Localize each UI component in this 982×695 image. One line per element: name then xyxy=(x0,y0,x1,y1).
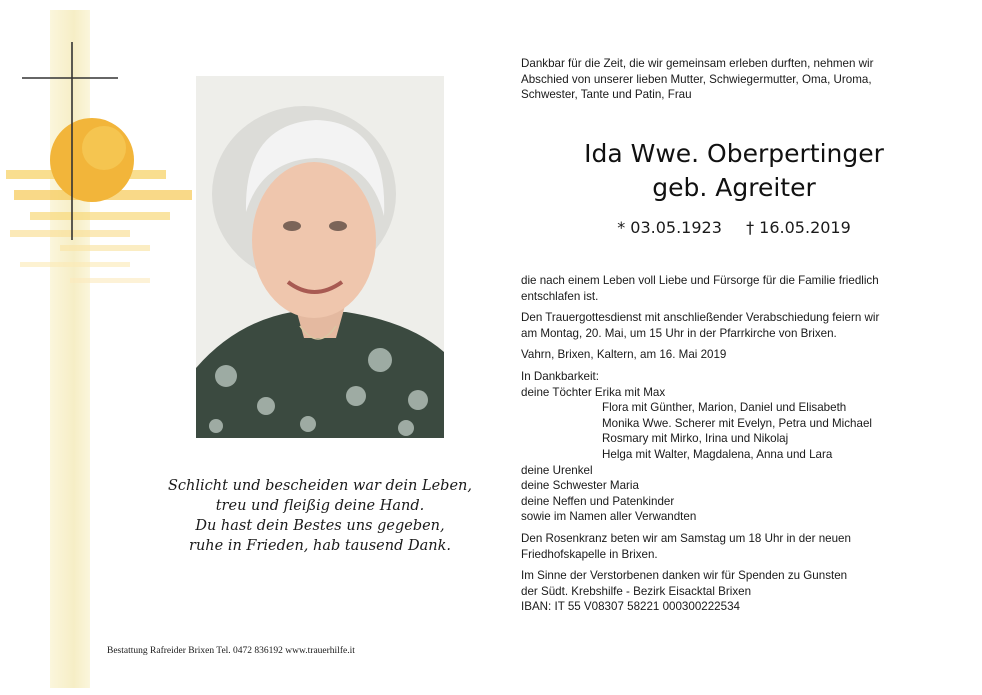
birth-date: * 03.05.1923 xyxy=(617,218,722,237)
memorial-poem xyxy=(150,476,490,556)
daughters-line: Helga mit Walter, Magdalena, Anna und Lara xyxy=(602,447,833,461)
funeral-home-footer: Bestattung Rafreider Brixen Tel. 0472 836192 www.trauerhilfe.it xyxy=(107,646,355,656)
death-date: † 16.05.2019 xyxy=(746,218,851,237)
maiden-name: geb. Agreiter xyxy=(652,173,816,202)
cross-sunset-ornament xyxy=(0,30,200,310)
poem-line: Schlicht und bescheiden war dein Leben, xyxy=(168,478,472,494)
donation-line: Im Sinne der Verstorbenen danken wir für Spenden zu Gunsten xyxy=(521,569,848,583)
intro-line: Schwester, Tante und Patin, Frau xyxy=(521,88,692,102)
poem-line: ruhe in Frieden, hab tausend Dank. xyxy=(189,538,451,554)
daughters-line: Monika Wwe. Scherer mit Evelyn, Petra und Michael xyxy=(602,416,872,430)
relatives-line: deine Schwester Maria xyxy=(521,479,639,493)
intro-line: Abschied von unserer lieben Mutter, Schwiegermutter, Oma, Uroma, xyxy=(521,72,872,86)
intro-text xyxy=(521,56,921,103)
life-dates xyxy=(520,217,948,239)
announcement-body xyxy=(521,273,921,615)
deceased-name: Ida Wwe. Oberpertinger xyxy=(584,139,884,168)
poem-line: treu und fleißig deine Hand. xyxy=(215,498,425,514)
gratitude-heading: In Dankbarkeit: xyxy=(521,369,599,383)
iban-line: IBAN: IT 55 V08307 58221 000300222534 xyxy=(521,600,740,614)
service-line: am Montag, 20. Mai, um 15 Uhr in der Pfarrkirche von Brixen. xyxy=(521,326,837,340)
passing-line: entschlafen ist. xyxy=(521,289,599,303)
relatives-line: sowie im Namen aller Verwandten xyxy=(521,510,697,524)
daughters-line: Flora mit Günther, Marion, Daniel und Elisabeth xyxy=(602,401,847,415)
service-line: Den Trauergottesdienst mit anschließender Verabschiedung feiern wir xyxy=(521,311,880,325)
place-date: Vahrn, Brixen, Kaltern, am 16. Mai 2019 xyxy=(521,348,727,362)
daughters-line: Rosmary mit Mirko, Irina und Nikolaj xyxy=(602,432,789,446)
poem-line: Du hast dein Bestes uns gegeben, xyxy=(195,518,445,534)
rosary-line: Friedhofskapelle in Brixen. xyxy=(521,547,658,561)
relatives-line: deine Neffen und Patenkinder xyxy=(521,494,675,508)
rosary-line: Den Rosenkranz beten wir am Samstag um 18 Uhr in der neuen xyxy=(521,531,851,545)
portrait-photo xyxy=(196,76,444,438)
donation-line: der Südt. Krebshilfe - Bezirk Eisacktal Brixen xyxy=(521,584,752,598)
passing-line: die nach einem Leben voll Liebe und Fürsorge für die Familie friedlich xyxy=(521,274,879,287)
relatives-line: deine Urenkel xyxy=(521,463,593,477)
daughters-line: deine Töchter Erika mit Max xyxy=(521,385,666,399)
intro-line: Dankbar für die Zeit, die wir gemeinsam erleben durften, nehmen wir xyxy=(521,57,874,70)
